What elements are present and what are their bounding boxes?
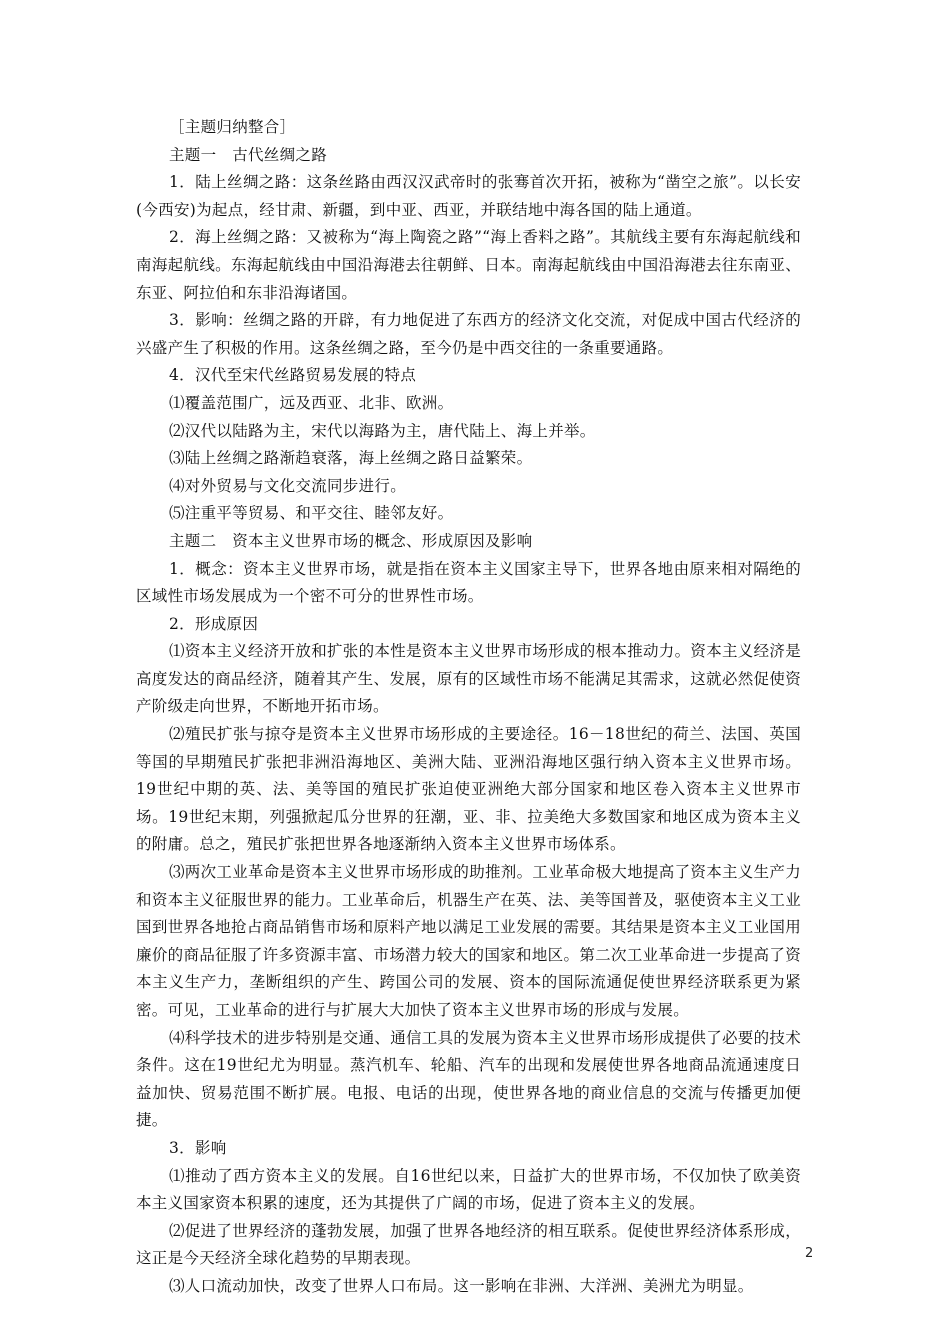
theme2-paragraph-3-title: 3．影响 xyxy=(169,1138,227,1157)
theme1-list-item: ⑴覆盖范围广，远及西亚、北非、欧洲。 xyxy=(169,393,454,412)
page-number: 2 xyxy=(805,1246,814,1261)
theme1-paragraph-3: 3．影响：丝绸之路的开辟，有力地促进了东西方的经济文化交流，对促成中国古代经济的兴盛产生了积极的作用。这条丝绸之路，至今仍是中西交往的一条重要通路。 xyxy=(136,311,801,357)
theme2-title: 主题二 资本主义世界市场的概念、形成原因及影响 xyxy=(169,531,533,550)
theme1-paragraph-1: 1．陆上丝绸之路：这条丝路由西汉汉武帝时的张骞首次开拓，被称为“凿空之旅”。以长安(今西安)为起点，经甘肃、新疆，到中亚、西亚，并联结地中海各国的陆上通道。 xyxy=(136,173,801,219)
theme1-list-item: ⑵汉代以陆路为主，宋代以海路为主，唐代陆上、海上并举。 xyxy=(169,421,596,440)
theme2-reason-item: ⑶两次工业革命是资本主义世界市场形成的助推剂。工业革命极大地提高了资本主义生产力和资本主义征服世界的能力。工业革命后，机器生产在英、法、美等国普及，驱使资本主义工业国到世界各地抢占商品销售市场和原料产地以满足工业发展的需要。其结果是资本主义工业国用廉价的商品征服了许多资源丰富、市场潜力较大的国家和地区。第二次工业革命进一步提高了资本主义生产力，垄断组织的产生、跨国公司的发展、资本的国际流通促使世界经济联系更为紧密。可见，工业革命的进行与扩展大大加快了资本主义世界市场的形成与发展。 xyxy=(136,863,802,1019)
theme2-reason-item: ⑴资本主义经济开放和扩张的本性是资本主义世界市场形成的根本推动力。资本主义经济是高度发达的商品经济，随着其产生、发展，原有的区域性市场不能满足其需求，这就必然促使资产阶级走向世界，不断地开拓市场。 xyxy=(136,642,802,716)
theme2-paragraph-1: 1．概念：资本主义世界市场，就是指在资本主义国家主导下，世界各地由原来相对隔绝的区域性市场发展成为一个密不可分的世界性市场。 xyxy=(136,559,801,606)
theme1-list-item: ⑶陆上丝绸之路渐趋衰落，海上丝绸之路日益繁荣。 xyxy=(169,449,533,468)
theme2-reason-item: ⑵殖民扩张与掠夺是资本主义世界市场形成的主要途径。16－18世纪的荷兰、法国、英国等国的早期殖民扩张把非洲沿海地区、美洲大陆、亚洲沿海地区强行纳入资本主义世界市场。19世纪中期的英、法、美等国的殖民扩张迫使亚洲绝大部分国家和地区卷入资本主义世界市场。19世纪末期，列强掀起瓜分世界的狂潮，亚、非、拉美绝大多数国家和地区成为资本主义的附庸。总之，殖民扩张把世界各地逐渐纳入资本主义世界市场体系。 xyxy=(136,725,801,854)
theme2-paragraph-2-title: 2．形成原因 xyxy=(169,614,259,633)
theme2-impact-item: ⑴推动了西方资本主义的发展。自16世纪以来，日益扩大的世界市场，不仅加快了欧美资本主义国家资本积累的速度，还为其提供了广阔的市场，促进了资本主义的发展。 xyxy=(136,1166,801,1213)
theme2-reason-item: ⑷科学技术的进步特别是交通、通信工具的发展为资本主义世界市场形成提供了必要的技术条件。这在19世纪尤为明显。蒸汽机车、轮船、汽车的出现和发展使世界各地商品流通速度日益加快、贸易范围不断扩展。电报、电话的出现，使世界各地的商业信息的交流与传播更加便捷。 xyxy=(136,1028,802,1130)
theme1-paragraph-4-title: 4．汉代至宋代丝路贸易发展的特点 xyxy=(169,366,417,385)
page-content xyxy=(136,114,801,1301)
theme1-title: 主题一 古代丝绸之路 xyxy=(169,145,328,164)
theme1-list-item: ⑷对外贸易与文化交流同步进行。 xyxy=(169,476,407,495)
section-header: ［主题归纳整合］ xyxy=(169,118,296,136)
theme2-impact-item: ⑶人口流动加快，改变了世界人口布局。这一影响在非洲、大洋洲、美洲尤为明显。 xyxy=(169,1276,754,1295)
theme1-list-item: ⑸注重平等贸易、和平交往、睦邻友好。 xyxy=(169,504,454,523)
theme1-paragraph-2: 2．海上丝绸之路：又被称为“海上陶瓷之路”“海上香料之路”。其航线主要有东海起航线和南海起航线。东海起航线由中国沿海港去往朝鲜、日本。南海起航线由中国沿海港去往东南亚、东亚、阿拉伯和东非沿海诸国。 xyxy=(136,228,801,302)
theme2-impact-item: ⑵促进了世界经济的蓬勃发展，加强了世界各地经济的相互联系。促使世界经济体系形成，这正是今天经济全球化趋势的早期表现。 xyxy=(136,1221,802,1268)
